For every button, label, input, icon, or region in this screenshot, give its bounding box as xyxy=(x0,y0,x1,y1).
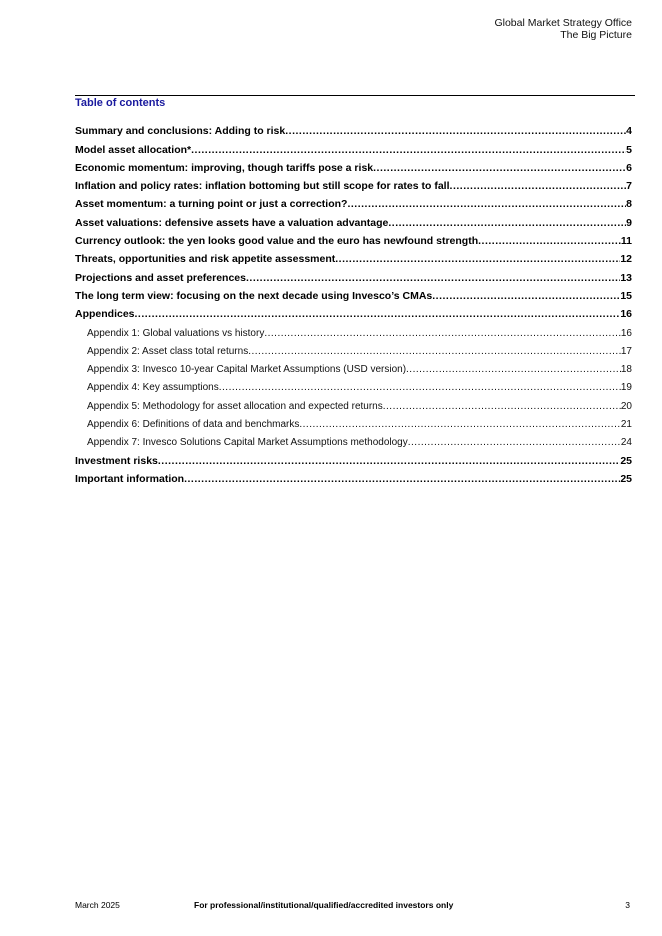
toc-entry-page-number: 13 xyxy=(620,271,632,284)
toc-entry-label: The long term view: focusing on the next decade using Invesco’s CMAs xyxy=(75,289,433,302)
table-of-contents xyxy=(75,119,632,485)
toc-entry-label: Appendix 5: Methodology for asset allocation and expected returns xyxy=(87,400,383,412)
toc-entry-page-number: 5 xyxy=(626,143,632,156)
toc-entry-label: Appendix 1: Global valuations vs history xyxy=(87,327,265,339)
toc-entry-page-number: 19 xyxy=(620,382,632,394)
toc-dot-leader xyxy=(299,419,621,430)
header-office-name: Global Market Strategy Office xyxy=(494,17,632,29)
toc-entry[interactable] xyxy=(75,137,632,155)
toc-dot-leader xyxy=(264,328,621,339)
toc-dot-leader xyxy=(388,217,626,229)
header-publication-name: The Big Picture xyxy=(560,29,632,41)
toc-entry-page-number: 4 xyxy=(626,125,632,138)
toc-subentry[interactable] xyxy=(75,375,632,393)
toc-entry-page-number: 16 xyxy=(620,327,632,339)
toc-entry-label: Projections and asset preferences xyxy=(75,271,246,284)
toc-subentry[interactable] xyxy=(75,430,632,448)
toc-entry-page-number: 6 xyxy=(626,161,632,174)
toc-dot-leader xyxy=(335,253,620,265)
toc-entry[interactable] xyxy=(75,448,632,466)
toc-entry-label: Important information xyxy=(75,472,185,485)
toc-subentry[interactable] xyxy=(75,357,632,375)
toc-dot-leader xyxy=(432,290,620,302)
footer-page-number: 3 xyxy=(625,900,630,910)
toc-dot-leader xyxy=(219,382,621,393)
toc-entry[interactable] xyxy=(75,119,632,137)
toc-dot-leader xyxy=(158,455,620,467)
toc-entry-label: Appendices xyxy=(75,308,135,321)
toc-entry-label: Asset momentum: a turning point or just a correction? xyxy=(75,198,348,211)
toc-entry-page-number: 8 xyxy=(626,198,632,211)
toc-dot-leader xyxy=(285,125,626,137)
toc-entry-label: Appendix 2: Asset class total returns xyxy=(87,345,249,357)
toc-dot-leader xyxy=(478,235,621,247)
toc-entry-page-number: 24 xyxy=(620,437,632,449)
toc-entry-label: Economic momentum: improving, though tariffs pose a risk xyxy=(75,161,374,174)
toc-subentry[interactable] xyxy=(75,320,632,338)
toc-dot-leader xyxy=(135,308,621,320)
toc-entry-label: Currency outlook: the yen looks good value and the euro has newfound strength xyxy=(75,235,479,248)
toc-entry[interactable] xyxy=(75,174,632,192)
toc-dot-leader xyxy=(191,144,626,156)
toc-entry-page-number: 25 xyxy=(620,472,632,485)
toc-entry[interactable] xyxy=(75,265,632,283)
toc-entry-page-number: 9 xyxy=(626,216,632,229)
toc-entry-page-number: 18 xyxy=(620,364,632,376)
toc-entry-page-number: 7 xyxy=(626,180,632,193)
toc-entry[interactable] xyxy=(75,210,632,228)
toc-entry-label: Inflation and policy rates: inflation bottoming but still scope for rates to fall xyxy=(75,180,450,193)
footer-date: March 2025 xyxy=(75,900,120,910)
toc-subentry[interactable] xyxy=(75,339,632,357)
toc-dot-leader xyxy=(373,162,626,174)
toc-entry-label: Appendix 6: Definitions of data and benchmarks xyxy=(87,419,300,431)
toc-dot-leader xyxy=(246,272,620,284)
toc-entry-page-number: 21 xyxy=(620,419,632,431)
toc-entry-page-number: 12 xyxy=(620,253,632,266)
toc-title: Table of contents xyxy=(75,97,166,109)
toc-dot-leader xyxy=(347,198,626,210)
toc-entry-label: Appendix 7: Invesco Solutions Capital Market Assumptions methodology xyxy=(87,437,408,449)
toc-entry[interactable] xyxy=(75,229,632,247)
toc-entry-label: Threats, opportunities and risk appetite assessment xyxy=(75,253,336,266)
toc-entry-label: Asset valuations: defensive assets have a valuation advantage xyxy=(75,216,389,229)
toc-dot-leader xyxy=(383,401,621,412)
toc-subentry[interactable] xyxy=(75,393,632,411)
toc-entry-page-number: 16 xyxy=(620,308,632,321)
toc-entry-label: Summary and conclusions: Adding to risk xyxy=(75,125,286,138)
toc-entry[interactable] xyxy=(75,156,632,174)
toc-entry-label: Model asset allocation* xyxy=(75,143,192,156)
toc-entry[interactable] xyxy=(75,467,632,485)
toc-entry-page-number: 15 xyxy=(620,289,632,302)
toc-dot-leader xyxy=(248,346,621,357)
page-header xyxy=(494,17,632,41)
toc-entry[interactable] xyxy=(75,284,632,302)
toc-dot-leader xyxy=(450,180,627,192)
toc-entry[interactable] xyxy=(75,302,632,320)
footer-disclaimer: For professional/institutional/qualified/accredited investors only xyxy=(194,900,454,910)
toc-entry-label: Investment risks xyxy=(75,454,158,467)
toc-entry-label: Appendix 3: Invesco 10-year Capital Market Assumptions (USD version) xyxy=(87,364,407,376)
toc-subentry[interactable] xyxy=(75,412,632,430)
toc-dot-leader xyxy=(408,437,621,448)
toc-entry-page-number: 25 xyxy=(620,454,632,467)
toc-dot-leader xyxy=(184,473,620,485)
toc-entry[interactable] xyxy=(75,247,632,265)
toc-entry-page-number: 17 xyxy=(620,345,632,357)
toc-entry-page-number: 20 xyxy=(620,400,632,412)
header-rule xyxy=(75,95,635,96)
toc-entry-label: Appendix 4: Key assumptions xyxy=(87,382,219,394)
toc-entry-page-number: 11 xyxy=(620,235,632,248)
toc-entry[interactable] xyxy=(75,192,632,210)
toc-dot-leader xyxy=(406,364,621,375)
